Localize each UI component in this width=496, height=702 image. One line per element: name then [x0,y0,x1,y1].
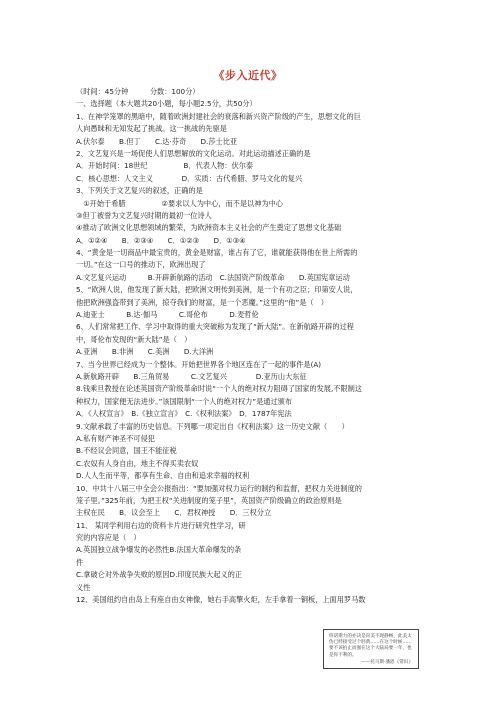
text-line: 10、中共十八届三中全会公报指出：“要加强对权力运行的制约和监督，把权力关进制度的 [76,483,362,493]
text-line: A.伏尔泰 B.但丁 C.达·芬奇 D.莎士比亚 [76,136,238,146]
text-line: A.亚洲 B.非洲 C.美洲 D.大洋洲 [76,347,214,357]
text-line: 一、选择题（本大题共20小题，每小题2.5分，共50分） [76,99,257,109]
text-line: 他把欧洲强盗带到了美洲，掠夺我们的财富，是一个恶魔。”这里的“他”是（ ） [76,297,328,307]
reference-card [323,629,419,669]
text-line: A.私有财产神圣不可侵犯 [76,433,155,443]
text-line: ③但丁被誉为文艺复兴时期的最初一位诗人 [76,210,212,220]
text-line: A．①②④ B．②③④ C．①②③ D．①③④ [76,235,246,245]
text-line: 8.钱乘旦教授在论述英国资产阶级革命时说“一个人的绝对权力阻碍了国家的发展,不限制这 [76,384,362,394]
text-line: 4、“黄金是一切商品中最宝贵的，黄金是财富，谁占有了它，谁就能获得他在世上所需的 [76,248,358,258]
text-line: 2、文艺复兴是一场促使人们思想解放的文化运动。对此运动描述正确的是 [76,148,311,158]
text-line: 1、在神学笼罩的黑暗中，随着欧洲封建社会的衰落和新兴资产阶级的产生，思想文化的巨 [76,111,361,121]
text-line: 究的内容应是（ ） [76,533,141,543]
text-line: 人向愚昧和无知发起了挑战。这一挑战的先驱是 [76,124,227,134]
text-line: 9.文献承载了丰富的历史信息。下列哪一项定出自《权利法案》这一历史文献（ ） [76,421,349,431]
text-line: A．《人权宣言》 B.《独立宣言》 C.《权利法案》 D．1787年宪法 [76,409,292,419]
text-line: A.迪亚士 B.达·伽马 C.哥伦布 D.麦哲伦 [76,310,259,320]
text-line: 主权在民 B．议会至上 C．君权神授 D．三权分立 [76,508,272,518]
text-line: A.文艺复兴运动 B.开辟新航路的活动 C.法国资产阶级革命 D.英国宪章运动 [76,272,350,282]
reference-card-text: 班诺斯力的亦决是向美不现静畅，此美太伪已经接受过个胚典……在这个时候……要不该拍止而强在这个大陆局要一年，也是你不利的。 [329,634,412,658]
text-line: A.英国独立战争爆发的必然性B.法国大革命爆发的条 [76,545,242,555]
page-title: 《步入近代》 [213,69,283,82]
text-line: 12、美国纽约自由岛上有座自由女神像，她右手高擎火炬，左手拿着一铜板，上面用罗马数 [76,595,366,605]
text-line: 7、当今世界已经成为一个整体。开始把世界各个地区连在了一起的事件是(A) [76,359,322,369]
text-line: 5、“欧洲人说，他发现了新大陆，把欧洲文明传到美洲，是一个有功之臣；印第安人说， [76,285,358,295]
text-line: C．核心思想：人文主义 D．实质：古代希腊、罗马文化的复兴 [76,173,303,183]
text-line: A．开始时间：18世纪 B．代表人物：伏尔泰 [76,161,254,171]
text-line: C.拿破仑对外战争失败的原因D.印度民族大起义的正 [76,570,243,580]
text-line: 义性 [76,582,91,592]
text-line: B.不经议会同意，国王不能征税 [76,446,177,456]
text-line: 种权力，国家便无法进步。”该国限制“一个人的绝对权力”是通过颁布 [76,396,293,406]
text-line: 中，哥伦布发现的“新大陆”是（ ） [76,334,192,344]
text-line: C.农奴有人身自由，地主不得买卖农奴 [76,458,199,468]
text-line: ④推动了欧洲文化思想领域的繁荣，为欧洲资本主义社会的产生奠定了思想文化基础 [76,223,342,233]
text-line: 11、 某同学利用右边的资料卡片进行研究性学习，研 [76,520,246,530]
text-line: 笼子里。”325年前，为把王权“关进制度的笼子里”，英国资产阶级确立的政治原则是 [76,495,342,505]
text-line: 3、下列关于文艺复兴的叙述，正确的是 [76,186,203,196]
text-line: ①开始于希腊 ②要求以人为中心，而不是以神为中心 [76,198,283,208]
reference-card-source: ——托马斯·潘恩《常识》 [361,659,413,665]
text-line: 件 [76,557,84,567]
text-line: （时间：45分钟 分数：100分） [76,87,200,96]
text-line: D.人人生而平等，都享有生命、自由和追求幸福的权利 [76,471,250,481]
text-line: A.新航路开辟 B.三角贸易 C.文艺复兴 D.亚历山大东征 [76,371,307,381]
text-line: 6、人们常常把工作、学习中取得的重大突破称为发现了“新大陆”。在新航路开辟的过程 [76,322,354,332]
question-list [76,86,416,606]
text-line: 一切。”在这一口号的推动下，欧洲出现了 [76,260,206,270]
